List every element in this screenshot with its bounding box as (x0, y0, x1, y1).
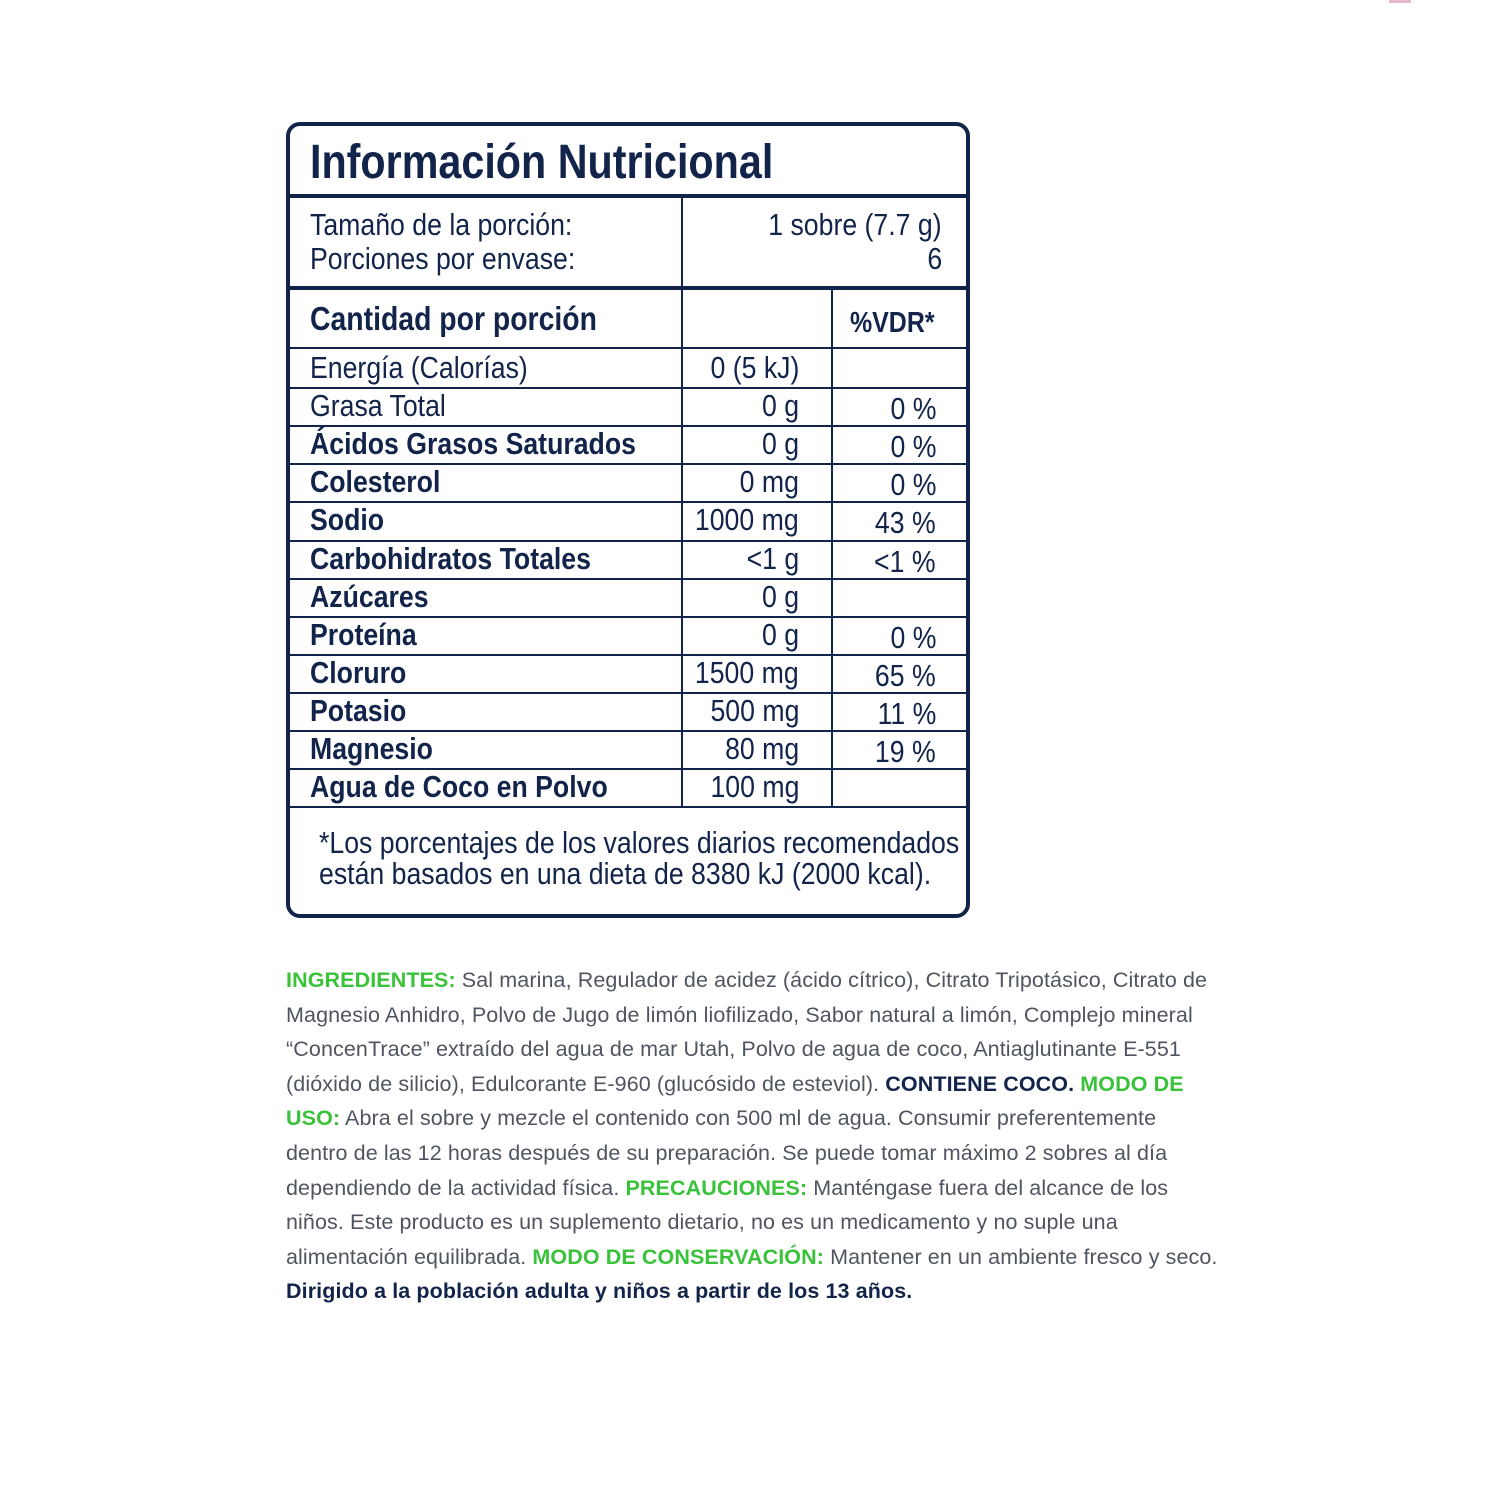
nutrient-amount: 1500 mg (695, 655, 799, 690)
nutrient-vdr: 19 % (875, 734, 936, 769)
nutrient-vdr: 0 % (890, 620, 936, 655)
nutrient-vdr: 65 % (875, 658, 936, 693)
nutrient-name: Proteína (310, 617, 417, 652)
nutrition-facts-panel (286, 122, 970, 918)
serving-size-label: Tamaño de la porción: (310, 207, 573, 242)
nutrient-name: Cloruro (310, 655, 407, 690)
precautions-label: PRECAUCIONES: (625, 1175, 808, 1200)
nutrient-amount: 1000 mg (695, 502, 799, 537)
ingredients-paragraph (286, 963, 1221, 1309)
divider-title (290, 194, 966, 198)
servings-count-value: 6 (927, 241, 942, 276)
nutrient-name: Ácidos Grasos Saturados (310, 426, 636, 461)
contains-coconut-warning: CONTIENE COCO. (885, 1071, 1075, 1096)
nutrient-amount: 0 mg (739, 464, 799, 499)
nutrient-amount: 0 g (761, 579, 799, 614)
usage-text: Abra el sobre y mezcle el contenido con 500 ml de agua. Consumir preferentemente dentro de las 12 horas después de su preparación. Se puede tomar máximo 2 sobres al día dependiendo de la actividad física. (286, 1106, 1168, 1200)
nutrient-vdr: 11 % (877, 696, 936, 731)
nutrient-name: Colesterol (310, 464, 441, 499)
divider-table-end (290, 806, 966, 808)
nutrient-name: Azúcares (310, 579, 429, 614)
nutrient-name: Magnesio (310, 731, 433, 766)
divider-vdr-col (831, 290, 833, 806)
precautions-text: Manténgase fuera del alcance de los niños. Este producto es un suplemento dietario, no es un medicamento y no suple una alimentación equilibrada. (286, 1175, 1169, 1269)
panel-title: Información Nutricional (310, 136, 774, 189)
nutrient-amount: 0 g (761, 426, 799, 461)
amount-per-serving-header: Cantidad por porción (310, 300, 597, 337)
nutrient-name: Agua de Coco en Polvo (310, 769, 608, 804)
ingredients-label: INGREDIENTES: (286, 968, 456, 992)
storage-label: MODO DE CONSERVACIÓN: (532, 1244, 824, 1269)
nutrient-vdr: 0 % (890, 429, 936, 464)
nutrient-vdr: 43 % (875, 505, 936, 540)
usage-label: MODO DE USO: (286, 1071, 1184, 1131)
ingredients-text: Sal marina, Regulador de acidez (ácido cítrico), Citrato Tripotásico, Citrato de Magnesio Anhidro, Polvo de Jugo de limón liofilizado, Sabor natural a limón, Complejo mineral “ConcenTrace” extraído del agua de mar Utah, Polvo de agua de coco, Antiaglutinante E-551 (dióxido de silicio), Edulcorante E-960 (glucósido de esteviol). (286, 968, 1208, 1096)
nutrient-amount: 100 mg (710, 769, 799, 804)
nutrient-amount: 0 g (761, 388, 799, 423)
nutrient-name: Carbohidratos Totales (310, 541, 591, 576)
nutrient-amount: 500 mg (710, 693, 799, 728)
nutrient-vdr: <1 % (874, 544, 936, 579)
servings-count-label: Porciones por envase: (310, 241, 576, 276)
nutrient-amount: 80 mg (724, 731, 799, 766)
divider-serving (290, 286, 966, 290)
nutrient-name: Sodio (310, 502, 385, 537)
serving-size-value: 1 sobre (7.7 g) (768, 207, 942, 242)
nutrient-name: Potasio (310, 693, 407, 728)
nutrient-vdr: 0 % (890, 467, 936, 502)
target-population: Dirigido a la población adulta y niños a partir de los 13 años. (286, 1279, 913, 1304)
divider-header (290, 347, 966, 349)
vdr-header: %VDR* (850, 307, 935, 339)
storage-text: Mantener en un ambiente fresco y seco. (824, 1244, 1218, 1269)
nutrient-amount: 0 (5 kJ) (710, 350, 799, 385)
corner-mark (1389, 0, 1411, 3)
nutrient-vdr: 0 % (890, 391, 936, 426)
divider-serving-col (681, 198, 683, 286)
footnote-line-1: *Los porcentajes de los valores diarios recomendados (319, 825, 960, 860)
divider-amount-col (681, 290, 683, 806)
nutrient-name: Energía (Calorías) (310, 350, 528, 385)
footnote-line-2: están basados en una dieta de 8380 kJ (2000 kcal). (319, 856, 932, 891)
row-divider (290, 501, 966, 503)
nutrient-amount: <1 g (746, 541, 799, 576)
nutrient-name: Grasa Total (310, 388, 446, 423)
nutrient-amount: 0 g (761, 617, 799, 652)
